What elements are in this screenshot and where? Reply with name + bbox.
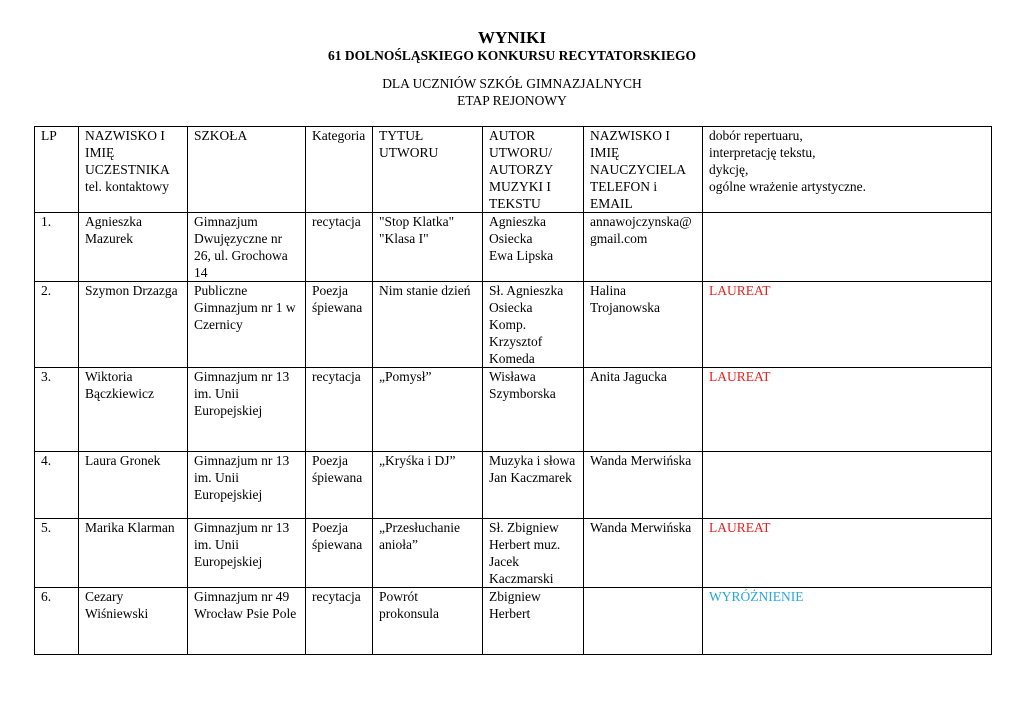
work-author-line: Jan Kaczmarek [489,470,572,485]
work-title-cell [373,282,483,368]
school-name-line: 26, ul. Grochowa [194,248,288,263]
header-criteria-line: ogólne wrażenie artystyczne. [709,179,867,194]
header-teacher-line: NAUCZYCIELA [590,162,686,177]
school-name-line: im. Unii [194,470,240,485]
header-category: Kategoria [306,127,373,213]
work-title-line: anioła” [379,537,418,552]
header-name-line: UCZESTNIKA [85,162,170,177]
header-author-line: UTWORU/ [489,145,552,160]
teacher-contact-line: Wanda Merwińska [590,520,692,535]
work-title-cell [373,368,483,452]
category-line: Poezja [312,283,348,298]
result-cell [703,368,992,452]
work-author-line: Osiecka [489,231,533,246]
header-author-line: MUZYKI I [489,179,551,194]
result-badge: LAUREAT [709,520,771,535]
category-line: śpiewana [312,470,363,485]
result-cell [703,588,992,655]
school-name-line: Czernicy [194,317,243,332]
header-teacher-line: EMAIL [590,196,633,211]
school-name-line: Dwujęzyczne nr [194,231,283,246]
work-title-line: „Przesłuchanie [379,520,460,535]
table-row [35,368,992,452]
school-name-line: Europejskiej [194,403,263,418]
result-cell [703,282,992,368]
table-row [35,452,992,519]
participant-name-line: Szymon Drzazga [85,283,178,298]
work-author-line: Komeda [489,351,535,366]
category-cell [306,452,373,519]
school-name-line: Gimnazjum nr 49 [194,589,290,604]
school-name-cell [188,368,306,452]
work-title-line: „Kryśka i DJ” [379,453,456,468]
result-badge: LAUREAT [709,283,771,298]
category-line: Poezja [312,520,348,535]
page-title: WYNIKI [477,28,546,47]
teacher-contact-line: gmail.com [590,231,648,246]
category-line: recytacja [312,589,361,604]
teacher-contact-cell [584,519,703,588]
school-name-line: Europejskiej [194,554,263,569]
header-criteria [703,127,992,213]
participant-name-line: Bączkiewicz [85,386,154,401]
work-author-line: Zbigniew [489,589,541,604]
results-table [34,126,992,655]
participant-name-line: Mazurek [85,231,133,246]
participant-name-cell [79,213,188,282]
school-name-cell [188,519,306,588]
work-author-line: Jacek [489,554,519,569]
work-title-cell [373,519,483,588]
result-cell [703,213,992,282]
work-title-line: prokonsula [379,606,439,621]
teacher-contact-cell [584,368,703,452]
row-number: 4. [35,452,79,519]
header-name-line: tel. kontaktowy [85,179,169,194]
header-teacher-line: NAZWISKO I [590,128,670,143]
school-name-line: 14 [194,265,208,280]
work-author-line: Herbert [489,606,531,621]
stage-line: ETAP REJONOWY [457,93,567,108]
teacher-contact-cell [584,588,703,655]
teacher-contact-cell [584,282,703,368]
category-cell [306,588,373,655]
school-name-line: Gimnazjum nr 13 [194,453,290,468]
category-line: Poezja [312,453,348,468]
work-title-cell [373,588,483,655]
work-title-line: Powrót [379,589,419,604]
page-subtitle: 61 DOLNOŚLĄSKIEGO KONKURSU RECYTATORSKIEGO [328,48,696,63]
header-criteria-line: dobór repertuaru, [709,128,803,143]
category-line: śpiewana [312,300,363,315]
category-line: śpiewana [312,537,363,552]
work-author-line: Szymborska [489,386,556,401]
work-author-line: Ewa Lipska [489,248,554,263]
header-name [79,127,188,213]
work-author-line: Herbert muz. [489,537,561,552]
school-name-cell [188,213,306,282]
teacher-contact-cell [584,213,703,282]
table-row [35,282,992,368]
school-name-cell [188,588,306,655]
header-author-line: AUTORZY [489,162,554,177]
result-cell [703,452,992,519]
table-row [35,588,992,655]
category-line: recytacja [312,214,361,229]
participant-name-line: Cezary [85,589,124,604]
header-title-line: TYTUŁ [379,128,424,143]
work-author-line: Muzyka i słowa [489,453,576,468]
teacher-contact-line: Anita Jagucka [590,369,667,384]
work-title-line: "Klasa I" [379,231,429,246]
header-school: SZKOŁA [188,127,306,213]
category-cell [306,519,373,588]
work-author-line: Kaczmarski [489,571,554,586]
category-cell [306,282,373,368]
header-row [35,127,992,213]
work-author-line: Agnieszka [489,214,546,229]
header-teacher [584,127,703,213]
work-author-line: Wisława [489,369,536,384]
participant-name-cell [79,368,188,452]
work-author-cell [483,213,584,282]
work-author-line: Komp. [489,317,527,332]
header-title-line: UTWORU [379,145,439,160]
row-number: 6. [35,588,79,655]
row-number: 2. [35,282,79,368]
row-number: 5. [35,519,79,588]
work-author-cell [483,368,584,452]
teacher-contact-line: annawojczynska@ [590,214,692,229]
header-teacher-line: TELEFON i [590,179,658,194]
work-title-cell [373,213,483,282]
teacher-contact-line: Trojanowska [590,300,661,315]
table-row [35,213,992,282]
participant-name-cell [79,588,188,655]
header-author [483,127,584,213]
header-author-line: TEKSTU [489,196,541,211]
school-name-line: Europejskiej [194,487,263,502]
work-title-cell [373,452,483,519]
work-title-line: Nim stanie dzień [379,283,471,298]
school-name-line: Gimnazjum nr 1 w [194,300,296,315]
participant-name-cell [79,519,188,588]
work-author-line: Krzysztof [489,334,543,349]
participant-name-line: Agnieszka [85,214,142,229]
school-name-cell [188,282,306,368]
school-name-line: Gimnazjum nr 13 [194,520,290,535]
teacher-contact-line: Wanda Merwińska [590,453,692,468]
row-number: 1. [35,213,79,282]
result-badge: LAUREAT [709,369,771,384]
header-name-line: IMIĘ [85,145,115,160]
school-name-line: Gimnazjum nr 13 [194,369,290,384]
work-author-line: Osiecka [489,300,533,315]
header-lp: LP [35,127,79,213]
table-row [35,519,992,588]
header-title [373,127,483,213]
participant-name-line: Marika Klarman [85,520,175,535]
work-author-cell [483,519,584,588]
school-name-line: Wrocław Psie Pole [194,606,297,621]
header-criteria-line: interpretację tekstu, [709,145,816,160]
result-badge: WYRÓŻNIENIE [709,589,804,604]
results-table-body [35,127,992,655]
participant-name-line: Laura Gronek [85,453,161,468]
category-line: recytacja [312,369,361,384]
work-author-cell [483,588,584,655]
participant-name-line: Wiktoria [85,369,133,384]
participant-name-cell [79,282,188,368]
header-author-line: AUTOR [489,128,536,143]
header-teacher-line: IMIĘ [590,145,620,160]
teacher-contact-cell [584,452,703,519]
work-title-line: „Pomysł” [379,369,432,384]
category-cell [306,368,373,452]
school-name-cell [188,452,306,519]
work-title-line: "Stop Klatka" [379,214,455,229]
school-name-line: im. Unii [194,537,240,552]
result-cell [703,519,992,588]
school-name-line: Gimnazjum [194,214,258,229]
audience-line: DLA UCZNIÓW SZKÓŁ GIMNAZJALNYCH [382,76,642,91]
participant-name-cell [79,452,188,519]
work-author-line: Sł. Zbigniew [489,520,559,535]
category-cell [306,213,373,282]
row-number: 3. [35,368,79,452]
header-name-line: NAZWISKO I [85,128,165,143]
work-author-cell [483,452,584,519]
work-author-line: Sł. Agnieszka [489,283,564,298]
work-author-cell [483,282,584,368]
school-name-line: im. Unii [194,386,240,401]
school-name-line: Publiczne [194,283,248,298]
header-criteria-line: dykcję, [709,162,749,177]
teacher-contact-line: Halina [590,283,626,298]
participant-name-line: Wiśniewski [85,606,149,621]
